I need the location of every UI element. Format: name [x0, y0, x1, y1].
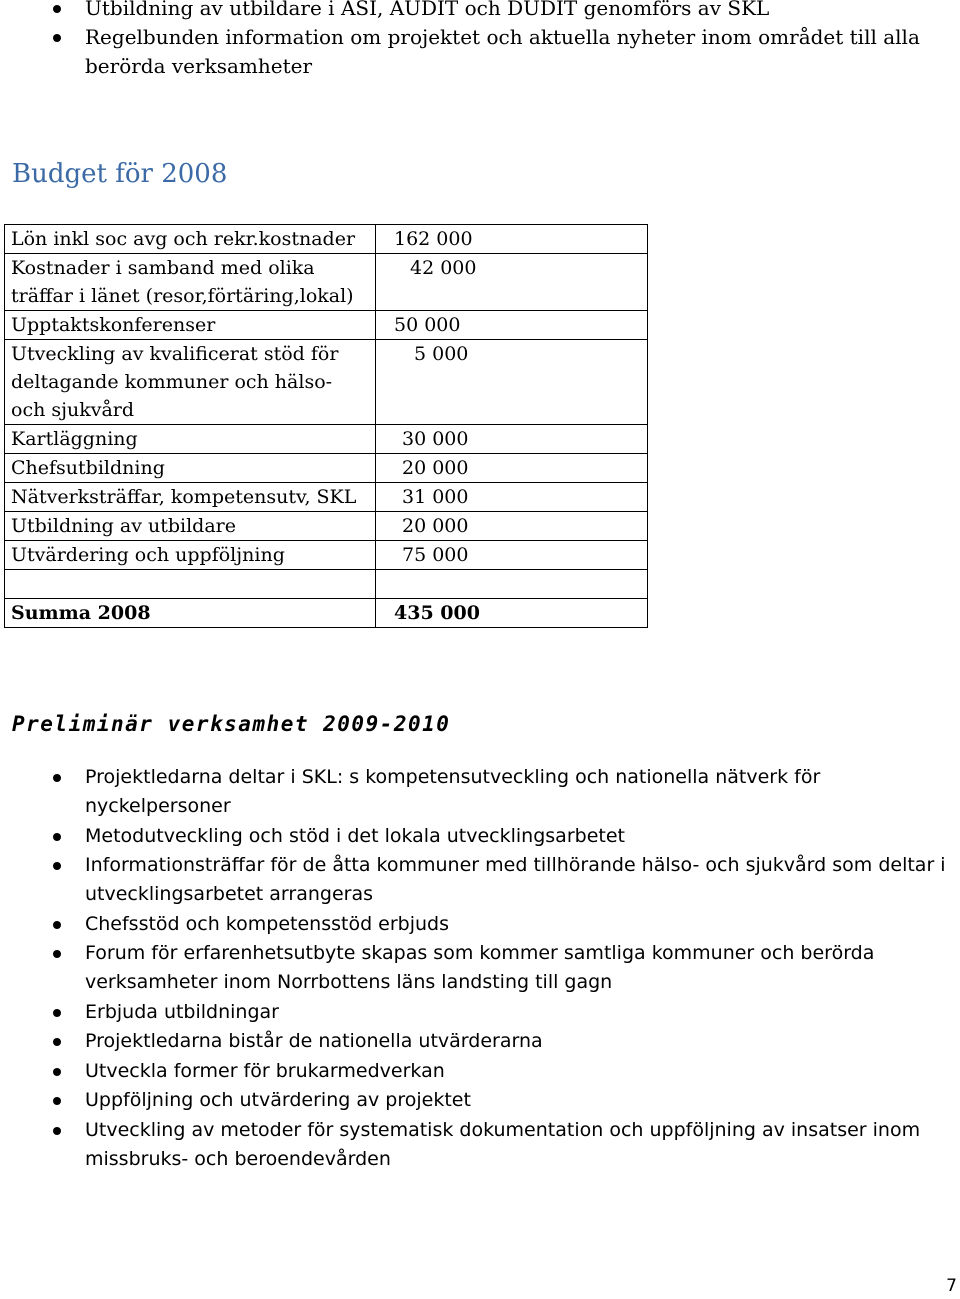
bullet-icon: [53, 1068, 61, 1076]
list-item: [0, 1027, 950, 1056]
table-row: [5, 311, 648, 340]
bullet-icon: [53, 1127, 61, 1135]
bullet-icon: [53, 862, 61, 870]
budget-item-label: Chefsutbildning: [5, 454, 376, 483]
table-row: [5, 425, 648, 454]
list-item-text: Metodutveckling och stöd i det lokala utvecklingsarbetet: [85, 824, 625, 847]
table-row-total: [5, 599, 648, 628]
list-item: [0, 1086, 950, 1115]
bullet-icon: [53, 1009, 61, 1017]
budget-item-amount: 162 000: [376, 225, 648, 254]
budget-total-label: Summa 2008: [5, 599, 376, 628]
table-row-empty: [5, 570, 648, 599]
list-item-text: Utveckla former för brukarmedverkan: [85, 1059, 445, 1082]
budget-item-amount: 20 000: [376, 454, 648, 483]
bullet-icon: [53, 774, 61, 782]
list-item: [0, 910, 950, 939]
table-row: [5, 483, 648, 512]
empty-cell: [376, 570, 648, 599]
budget-item-amount: 42 000: [376, 254, 648, 311]
bullet-icon: [53, 34, 61, 42]
page-number: 7: [946, 1276, 957, 1296]
empty-cell: [5, 570, 376, 599]
budget-item-label: Nätverksträffar, kompetensutv, SKL: [5, 483, 376, 512]
budget-item-label: Utvärdering och uppföljning: [5, 541, 376, 570]
top-bullet-list: [0, 0, 940, 81]
bullet-icon: [53, 950, 61, 958]
budget-item-label: Upptaktskonferenser: [5, 311, 376, 340]
budget-heading: Budget för 2008: [12, 159, 228, 189]
list-item: [0, 1057, 950, 1086]
list-item-text: Projektledarna deltar i SKL: s kompetensutveckling och nationella nätverk för nyckelpersoner: [85, 766, 821, 817]
bullet-icon: [53, 833, 61, 841]
budget-item-amount: 30 000: [376, 425, 648, 454]
budget-item-label: Utbildning av utbildare: [5, 512, 376, 541]
budget-item-amount: 50 000: [376, 311, 648, 340]
budget-total-amount: 435 000: [376, 599, 648, 628]
list-item-text: Regelbunden information om projektet och aktuella nyheter inom området till alla berörda verksamheter: [85, 25, 920, 78]
list-item-text: Utbildning av utbildare i ASI, AUDIT och DUDIT genomförs av SKL: [85, 0, 770, 20]
list-item: [0, 822, 950, 851]
list-item-text: Chefsstöd och kompetensstöd erbjuds: [85, 912, 450, 935]
budget-item-label: Utveckling av kvalificerat stöd för deltagande kommuner och hälso- och sjukvård: [5, 340, 376, 425]
list-item: [0, 0, 940, 23]
list-item: [0, 23, 940, 81]
table-row: [5, 541, 648, 570]
budget-item-amount: 31 000: [376, 483, 648, 512]
budget-table: [4, 224, 648, 628]
list-item-text: Projektledarna bistår de nationella utvärderarna: [85, 1030, 543, 1052]
list-item: [0, 939, 950, 997]
list-item: [0, 1116, 950, 1174]
list-item-text: Informationsträffar för de åtta kommuner med tillhörande hälso- och sjukvård som deltar i utvecklingsarbetet arrangeras: [85, 854, 946, 905]
table-row: [5, 225, 648, 254]
list-item: [0, 763, 950, 821]
list-item-text: Utveckling av metoder för systematisk dokumentation och uppföljning av insatser inom missbruks- och beroendevården: [85, 1118, 921, 1170]
budget-item-label: Kostnader i samband med olika träffar i länet (resor,förtäring,lokal): [5, 254, 376, 311]
bullet-icon: [53, 5, 61, 13]
budget-item-amount: 20 000: [376, 512, 648, 541]
budget-item-label: Kartläggning: [5, 425, 376, 454]
prelim-bullet-list: [0, 763, 950, 1174]
prelim-heading: Preliminär verksamhet 2009-2010: [12, 712, 451, 736]
list-item-text: Erbjuda utbildningar: [85, 1000, 279, 1023]
bullet-icon: [53, 1097, 61, 1105]
list-item: [0, 998, 950, 1027]
list-item-text: Forum för erfarenhetsutbyte skapas som kommer samtliga kommuner och berörda verksamheter inom Norrbottens läns landsting till gagn: [85, 942, 875, 993]
list-item-text: Uppföljning och utvärdering av projektet: [85, 1089, 471, 1111]
budget-item-amount: 5 000: [376, 340, 648, 425]
table-row: [5, 340, 648, 425]
bullet-icon: [53, 921, 61, 929]
budget-item-label: Lön inkl soc avg och rekr.kostnader: [5, 225, 376, 254]
budget-item-amount: 75 000: [376, 541, 648, 570]
bullet-icon: [53, 1038, 61, 1046]
list-item: [0, 851, 950, 909]
table-row: [5, 454, 648, 483]
table-row: [5, 254, 648, 311]
table-row: [5, 512, 648, 541]
